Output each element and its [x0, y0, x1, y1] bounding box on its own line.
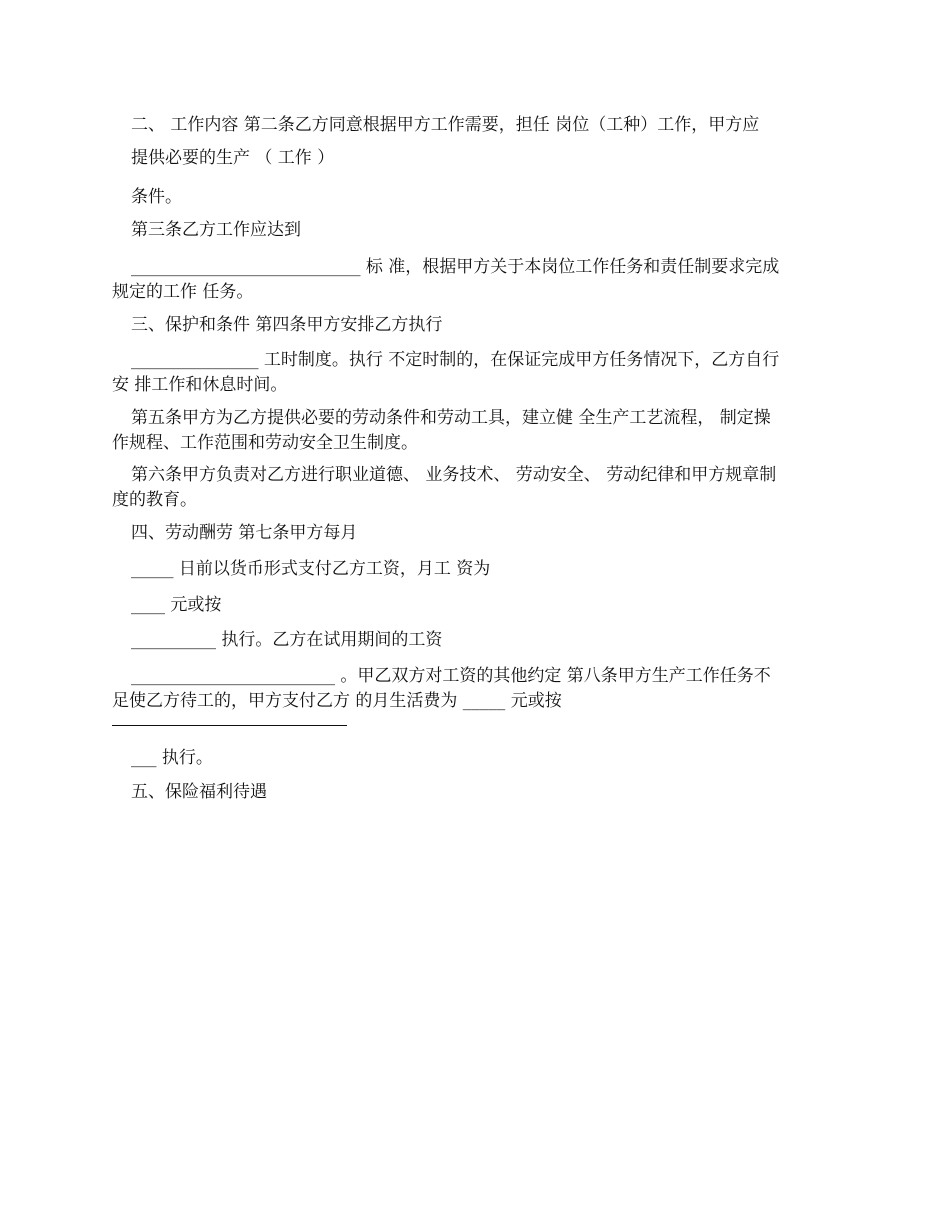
text-line: 条件。	[131, 187, 182, 207]
text-line: 度的教育。	[112, 490, 197, 510]
paragraph-insurance	[131, 779, 267, 805]
paragraph-pay-date	[131, 556, 490, 582]
text-line: __________ 执行。乙方在试用期间的工资	[131, 630, 443, 650]
paragraph-remuneration	[131, 520, 357, 546]
paragraph-article-6	[131, 462, 776, 488]
text-line: 提供必要的生产 （ 工作 ）	[131, 148, 335, 168]
text-line: ________________________ 。甲乙双方对工资的其他约定 第八条甲方生产工作任务不	[131, 666, 771, 686]
paragraph-standard	[131, 254, 779, 280]
paragraph-conditions	[131, 184, 182, 210]
paragraph-execute	[131, 745, 213, 771]
paragraph-article-3	[131, 217, 301, 243]
text-line: 第五条甲方为乙方提供必要的劳动条件和劳动工具，建立健 全生产工艺流程， 制定操	[131, 408, 771, 428]
text-line: _____ 日前以货币形式支付乙方工资，月工 资为	[131, 559, 491, 579]
paragraph-working-hours-cont	[112, 372, 287, 398]
text-line: _______________ 工时制度。执行 不定时制的，在保证完成甲方任务情况下，乙方自行	[131, 350, 780, 370]
text-line: 三、保护和条件 第四条甲方安排乙方执行	[131, 315, 443, 335]
text-line: 第三条乙方工作应达到	[131, 220, 301, 240]
paragraph-article-5	[131, 405, 771, 431]
text-line: 第六条甲方负责对乙方进行职业道德、 业务技术、 劳动安全、 劳动纪律和甲方规章制	[131, 465, 777, 485]
text-line: ____ 元或按	[131, 595, 222, 615]
text-line: ___ 执行。	[131, 748, 213, 768]
text-line: 足使乙方待工的，甲方支付乙方 的月生活费为 _____ 元或按	[112, 691, 562, 711]
paragraph-standard-cont	[112, 279, 253, 305]
paragraph-working-hours	[131, 347, 779, 373]
paragraph-article-6-cont	[112, 487, 197, 513]
blank-line	[112, 725, 347, 726]
text-line: 四、劳动酬劳 第七条甲方每月	[131, 523, 358, 543]
paragraph-production-conditions	[131, 145, 334, 171]
paragraph-work-content	[131, 112, 759, 138]
text-line: 安 排工作和休息时间。	[112, 375, 288, 395]
paragraph-article-5-cont	[112, 430, 418, 456]
paragraph-yuan	[131, 592, 221, 618]
text-line: ___________________________ 标 准，根据甲方关于本岗位工作任务和责任制要求完成	[131, 257, 780, 277]
text-line: 二、 工作内容 第二条乙方同意根据甲方工作需要，担任 岗位（工种）工作，甲方应	[131, 115, 760, 135]
text-line: 作规程、工作范围和劳动安全卫生制度。	[112, 433, 418, 453]
paragraph-other-agreements	[131, 663, 771, 689]
paragraph-protection-conditions	[131, 312, 442, 338]
paragraph-probation	[131, 627, 442, 653]
paragraph-other-agreements-cont	[112, 688, 562, 714]
text-line: 规定的工作 任务。	[112, 282, 254, 302]
text-line: 五、保险福利待遇	[131, 782, 267, 802]
